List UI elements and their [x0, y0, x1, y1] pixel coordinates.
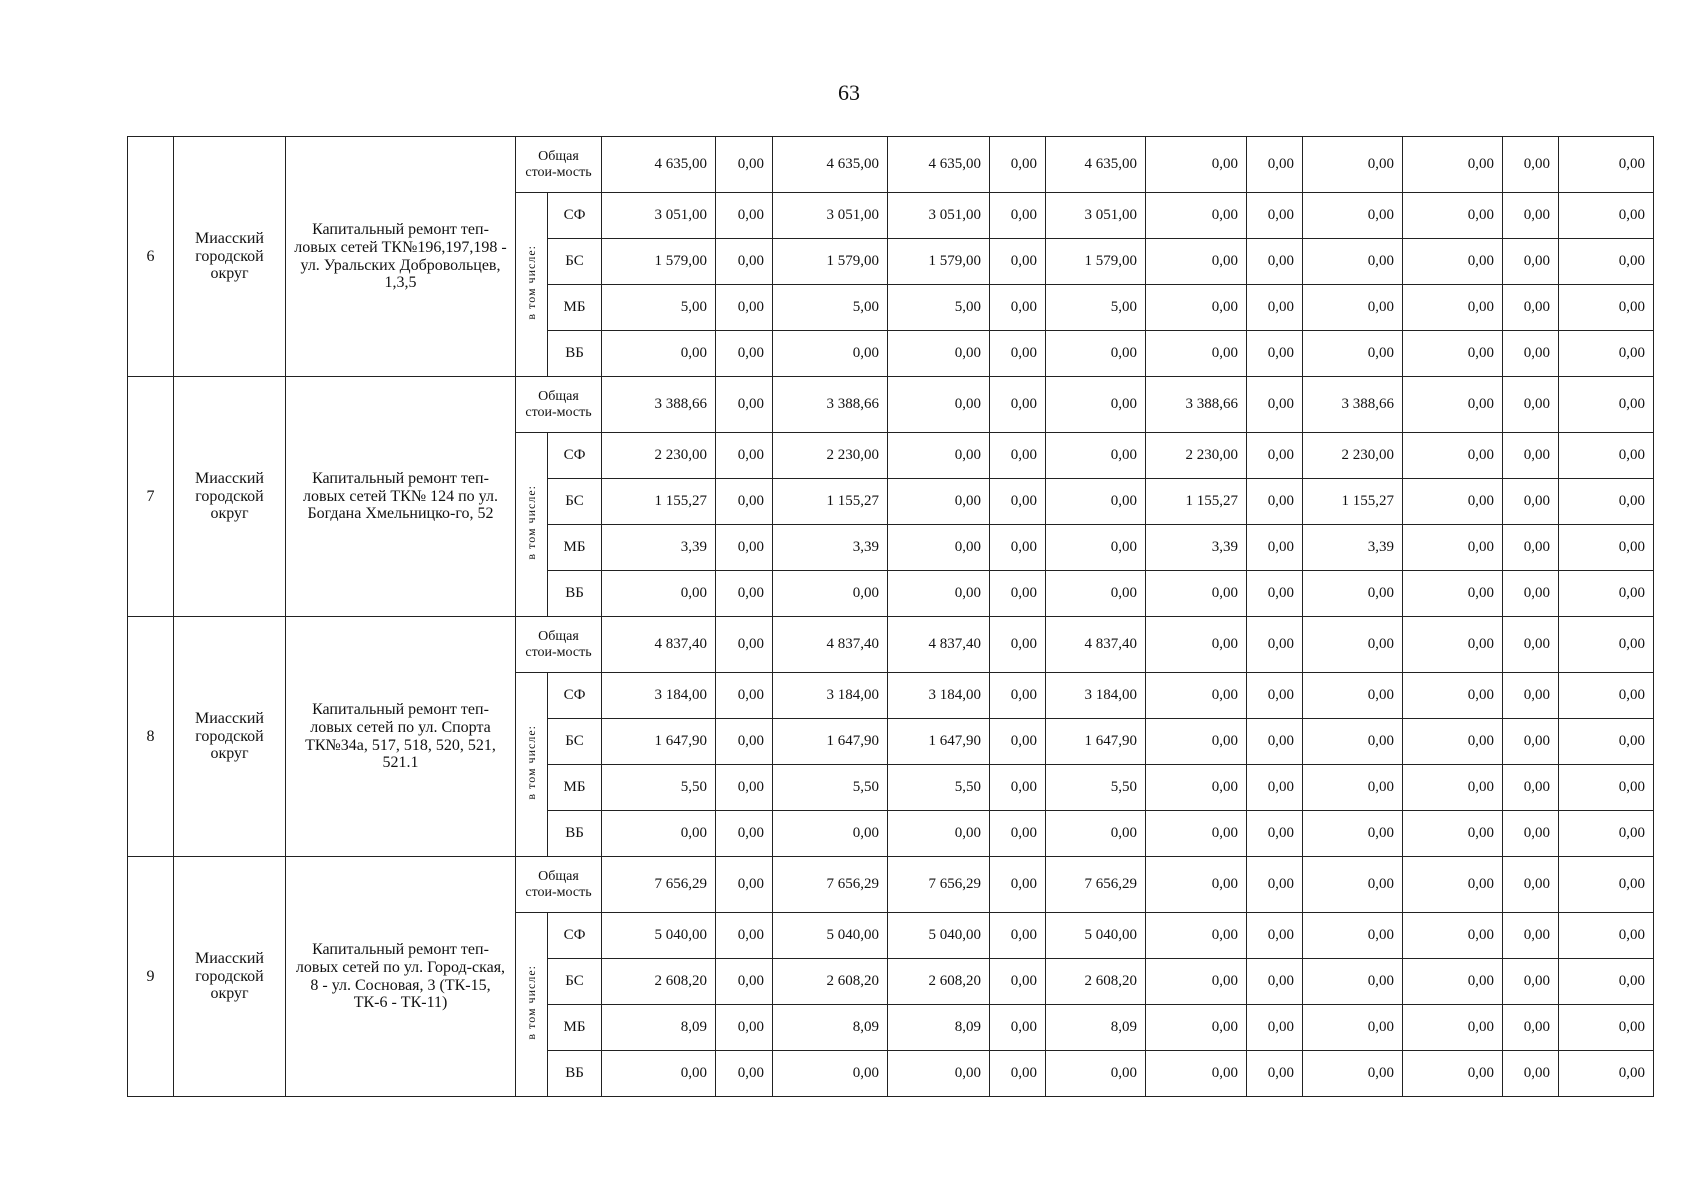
- value-cell: 3 184,00: [602, 673, 716, 719]
- value-cell: 0,00: [1403, 811, 1503, 857]
- value-cell: 0,00: [716, 857, 773, 913]
- including-label-cell: [516, 913, 548, 1097]
- value-cell: 0,00: [1403, 959, 1503, 1005]
- value-cell: 0,00: [1503, 811, 1559, 857]
- value-cell: 0,00: [1046, 433, 1146, 479]
- value-cell: 0,00: [990, 525, 1046, 571]
- value-cell: 0,00: [990, 1051, 1046, 1097]
- value-cell: 0,00: [990, 571, 1046, 617]
- value-cell: 0,00: [1247, 433, 1303, 479]
- value-cell: 0,00: [1403, 1005, 1503, 1051]
- value-cell: 0,00: [1146, 571, 1247, 617]
- value-cell: 0,00: [1559, 525, 1654, 571]
- value-cell: 4 837,40: [1046, 617, 1146, 673]
- value-cell: 0,00: [1559, 239, 1654, 285]
- value-cell: 0,00: [1403, 617, 1503, 673]
- value-cell: 0,00: [990, 377, 1046, 433]
- value-cell: 0,00: [1559, 479, 1654, 525]
- fund-label: СФ: [548, 193, 602, 239]
- value-cell: 0,00: [1559, 617, 1654, 673]
- value-cell: 0,00: [1559, 1051, 1654, 1097]
- including-label: в том числе:: [523, 244, 538, 320]
- value-cell: 0,00: [1303, 857, 1403, 913]
- value-cell: 5,50: [888, 765, 990, 811]
- value-cell: 0,00: [888, 525, 990, 571]
- value-cell: 1 155,27: [1303, 479, 1403, 525]
- fund-label: БС: [548, 479, 602, 525]
- value-cell: 5,00: [888, 285, 990, 331]
- fund-label: МБ: [548, 285, 602, 331]
- value-cell: 0,00: [716, 959, 773, 1005]
- value-cell: 0,00: [1559, 765, 1654, 811]
- value-cell: 0,00: [716, 719, 773, 765]
- value-cell: 0,00: [1403, 857, 1503, 913]
- value-cell: 0,00: [1146, 765, 1247, 811]
- fund-label: МБ: [548, 765, 602, 811]
- value-cell: 0,00: [1247, 525, 1303, 571]
- value-cell: 0,00: [716, 285, 773, 331]
- value-cell: 0,00: [1146, 857, 1247, 913]
- value-cell: 0,00: [1559, 857, 1654, 913]
- value-cell: 0,00: [1303, 617, 1403, 673]
- value-cell: 0,00: [1303, 239, 1403, 285]
- value-cell: 0,00: [1303, 673, 1403, 719]
- value-cell: 0,00: [1559, 377, 1654, 433]
- value-cell: 0,00: [1503, 1005, 1559, 1051]
- value-cell: 0,00: [1503, 525, 1559, 571]
- value-cell: 0,00: [1247, 673, 1303, 719]
- fund-label: ВБ: [548, 571, 602, 617]
- value-cell: 0,00: [1403, 525, 1503, 571]
- value-cell: 0,00: [716, 525, 773, 571]
- value-cell: 0,00: [773, 571, 888, 617]
- value-cell: 0,00: [990, 857, 1046, 913]
- value-cell: 8,09: [773, 1005, 888, 1051]
- value-cell: 0,00: [1503, 765, 1559, 811]
- value-cell: 0,00: [1046, 377, 1146, 433]
- value-cell: 5 040,00: [773, 913, 888, 959]
- value-cell: 0,00: [888, 1051, 990, 1097]
- value-cell: 0,00: [716, 765, 773, 811]
- value-cell: 3 388,66: [1146, 377, 1247, 433]
- value-cell: 0,00: [1559, 571, 1654, 617]
- value-cell: 1 579,00: [773, 239, 888, 285]
- value-cell: 0,00: [1247, 331, 1303, 377]
- value-cell: 0,00: [1303, 285, 1403, 331]
- value-cell: 0,00: [1503, 673, 1559, 719]
- municipality: Миасский городской округ: [174, 617, 286, 857]
- budget-table: [127, 136, 1654, 1097]
- value-cell: 0,00: [602, 811, 716, 857]
- value-cell: 0,00: [990, 331, 1046, 377]
- value-cell: 0,00: [1503, 193, 1559, 239]
- value-cell: 0,00: [1303, 331, 1403, 377]
- value-cell: 0,00: [1559, 1005, 1654, 1051]
- value-cell: 0,00: [1403, 673, 1503, 719]
- fund-label: БС: [548, 719, 602, 765]
- value-cell: 3 184,00: [1046, 673, 1146, 719]
- value-cell: 0,00: [716, 479, 773, 525]
- including-label-cell: [516, 673, 548, 857]
- value-cell: 0,00: [773, 811, 888, 857]
- fund-label: СФ: [548, 913, 602, 959]
- fund-label: ВБ: [548, 1051, 602, 1097]
- value-cell: 0,00: [1247, 137, 1303, 193]
- value-cell: 1 647,90: [773, 719, 888, 765]
- project-description: Капитальный ремонт теп-ловых сетей ТК№ 124 по ул. Богдана Хмельницко-го, 52: [286, 377, 516, 617]
- value-cell: 4 837,40: [773, 617, 888, 673]
- value-cell: 0,00: [1403, 433, 1503, 479]
- table-row-total: [128, 137, 1654, 193]
- value-cell: 0,00: [1559, 959, 1654, 1005]
- value-cell: 0,00: [716, 239, 773, 285]
- value-cell: 1 579,00: [1046, 239, 1146, 285]
- total-cost-label: Общая стои-мость: [516, 617, 602, 673]
- row-index: 9: [128, 857, 174, 1097]
- value-cell: 0,00: [716, 433, 773, 479]
- value-cell: 0,00: [1559, 331, 1654, 377]
- value-cell: 0,00: [602, 331, 716, 377]
- value-cell: 0,00: [1146, 1005, 1247, 1051]
- value-cell: 1 155,27: [602, 479, 716, 525]
- value-cell: 0,00: [773, 331, 888, 377]
- value-cell: 0,00: [1247, 193, 1303, 239]
- value-cell: 3 051,00: [888, 193, 990, 239]
- value-cell: 0,00: [888, 571, 990, 617]
- value-cell: 8,09: [602, 1005, 716, 1051]
- value-cell: 4 635,00: [888, 137, 990, 193]
- value-cell: 0,00: [1503, 433, 1559, 479]
- value-cell: 0,00: [1503, 617, 1559, 673]
- value-cell: 0,00: [990, 959, 1046, 1005]
- value-cell: 4 635,00: [773, 137, 888, 193]
- value-cell: 0,00: [1247, 719, 1303, 765]
- row-index: 8: [128, 617, 174, 857]
- value-cell: 3 051,00: [602, 193, 716, 239]
- value-cell: 0,00: [1403, 1051, 1503, 1097]
- value-cell: 2 608,20: [602, 959, 716, 1005]
- value-cell: 1 647,90: [888, 719, 990, 765]
- value-cell: 0,00: [990, 137, 1046, 193]
- value-cell: 5,50: [602, 765, 716, 811]
- table-body: [128, 137, 1654, 1097]
- table-row-total: [128, 617, 1654, 673]
- value-cell: 2 608,20: [888, 959, 990, 1005]
- value-cell: 3 388,66: [1303, 377, 1403, 433]
- value-cell: 0,00: [1403, 913, 1503, 959]
- value-cell: 1 155,27: [1146, 479, 1247, 525]
- value-cell: 0,00: [1046, 331, 1146, 377]
- value-cell: 0,00: [716, 331, 773, 377]
- value-cell: 0,00: [1503, 571, 1559, 617]
- value-cell: 0,00: [1403, 331, 1503, 377]
- value-cell: 2 608,20: [1046, 959, 1146, 1005]
- value-cell: 0,00: [1559, 285, 1654, 331]
- value-cell: 0,00: [1247, 377, 1303, 433]
- value-cell: 0,00: [1303, 1005, 1403, 1051]
- value-cell: 0,00: [1146, 719, 1247, 765]
- value-cell: 5 040,00: [1046, 913, 1146, 959]
- value-cell: 0,00: [990, 765, 1046, 811]
- value-cell: 7 656,29: [888, 857, 990, 913]
- value-cell: 0,00: [888, 811, 990, 857]
- value-cell: 0,00: [1247, 765, 1303, 811]
- value-cell: 0,00: [1146, 137, 1247, 193]
- value-cell: 0,00: [1559, 193, 1654, 239]
- value-cell: 3,39: [1303, 525, 1403, 571]
- value-cell: 5,00: [602, 285, 716, 331]
- including-label: в том числе:: [523, 484, 538, 560]
- project-description: Капитальный ремонт теп-ловых сетей по ул. Город-ская, 8 - ул. Сосновая, 3 (ТК-15, ТК-6 - ТК-11): [286, 857, 516, 1097]
- value-cell: 0,00: [1503, 331, 1559, 377]
- municipality: Миасский городской округ: [174, 857, 286, 1097]
- value-cell: 0,00: [1247, 239, 1303, 285]
- value-cell: 2 230,00: [1146, 433, 1247, 479]
- value-cell: 0,00: [1503, 959, 1559, 1005]
- value-cell: 0,00: [1146, 959, 1247, 1005]
- value-cell: 0,00: [990, 913, 1046, 959]
- value-cell: 0,00: [1303, 765, 1403, 811]
- value-cell: 0,00: [1503, 913, 1559, 959]
- fund-label: БС: [548, 239, 602, 285]
- value-cell: 1 579,00: [888, 239, 990, 285]
- value-cell: 0,00: [1403, 479, 1503, 525]
- value-cell: 3 051,00: [773, 193, 888, 239]
- value-cell: 0,00: [1403, 193, 1503, 239]
- value-cell: 1 579,00: [602, 239, 716, 285]
- value-cell: 0,00: [1403, 719, 1503, 765]
- fund-label: МБ: [548, 525, 602, 571]
- value-cell: 0,00: [888, 433, 990, 479]
- project-description: Капитальный ремонт теп-ловых сетей по ул. Спорта ТК№34а, 517, 518, 520, 521, 521.1: [286, 617, 516, 857]
- value-cell: 0,00: [1403, 239, 1503, 285]
- value-cell: 0,00: [990, 719, 1046, 765]
- value-cell: 4 837,40: [602, 617, 716, 673]
- value-cell: 0,00: [1146, 811, 1247, 857]
- value-cell: 0,00: [1559, 719, 1654, 765]
- value-cell: 7 656,29: [602, 857, 716, 913]
- value-cell: 0,00: [1046, 1051, 1146, 1097]
- value-cell: 0,00: [1146, 285, 1247, 331]
- value-cell: 7 656,29: [773, 857, 888, 913]
- fund-label: ВБ: [548, 331, 602, 377]
- value-cell: 0,00: [1559, 433, 1654, 479]
- value-cell: 0,00: [1503, 479, 1559, 525]
- including-label: в том числе:: [523, 724, 538, 800]
- value-cell: 0,00: [716, 1051, 773, 1097]
- value-cell: 2 608,20: [773, 959, 888, 1005]
- value-cell: 1 647,90: [1046, 719, 1146, 765]
- table-row-total: [128, 857, 1654, 913]
- value-cell: 5 040,00: [602, 913, 716, 959]
- value-cell: 0,00: [1247, 1005, 1303, 1051]
- value-cell: 1 647,90: [602, 719, 716, 765]
- value-cell: 0,00: [1303, 959, 1403, 1005]
- value-cell: 0,00: [1303, 719, 1403, 765]
- value-cell: 0,00: [990, 1005, 1046, 1051]
- value-cell: 0,00: [1046, 525, 1146, 571]
- value-cell: 0,00: [1503, 285, 1559, 331]
- including-label: в том числе:: [523, 964, 538, 1040]
- total-cost-label: Общая стои-мость: [516, 857, 602, 913]
- value-cell: 0,00: [1146, 673, 1247, 719]
- value-cell: 0,00: [1146, 193, 1247, 239]
- value-cell: 0,00: [1247, 913, 1303, 959]
- value-cell: 0,00: [1247, 571, 1303, 617]
- value-cell: 5 040,00: [888, 913, 990, 959]
- value-cell: 0,00: [1403, 377, 1503, 433]
- value-cell: 0,00: [716, 673, 773, 719]
- value-cell: 0,00: [773, 1051, 888, 1097]
- value-cell: 5,00: [1046, 285, 1146, 331]
- including-label-cell: [516, 433, 548, 617]
- value-cell: 3 184,00: [888, 673, 990, 719]
- municipality: Миасский городской округ: [174, 137, 286, 377]
- value-cell: 0,00: [1503, 1051, 1559, 1097]
- value-cell: 0,00: [990, 811, 1046, 857]
- value-cell: 0,00: [1403, 285, 1503, 331]
- value-cell: 0,00: [1403, 571, 1503, 617]
- table-row-total: [128, 377, 1654, 433]
- value-cell: 3 051,00: [1046, 193, 1146, 239]
- value-cell: 0,00: [1247, 811, 1303, 857]
- value-cell: 0,00: [1303, 913, 1403, 959]
- value-cell: 3 388,66: [602, 377, 716, 433]
- value-cell: 5,00: [773, 285, 888, 331]
- value-cell: 8,09: [888, 1005, 990, 1051]
- including-label-cell: [516, 193, 548, 377]
- value-cell: 0,00: [716, 571, 773, 617]
- value-cell: 0,00: [1503, 137, 1559, 193]
- value-cell: 0,00: [990, 617, 1046, 673]
- fund-label: БС: [548, 959, 602, 1005]
- value-cell: 0,00: [1559, 913, 1654, 959]
- total-cost-label: Общая стои-мость: [516, 137, 602, 193]
- value-cell: 0,00: [1146, 239, 1247, 285]
- value-cell: 0,00: [1146, 331, 1247, 377]
- value-cell: 0,00: [888, 479, 990, 525]
- value-cell: 0,00: [1303, 137, 1403, 193]
- page-number: 63: [838, 80, 860, 105]
- value-cell: 0,00: [716, 811, 773, 857]
- value-cell: 2 230,00: [1303, 433, 1403, 479]
- value-cell: 4 635,00: [602, 137, 716, 193]
- value-cell: 0,00: [1146, 913, 1247, 959]
- value-cell: 3,39: [773, 525, 888, 571]
- value-cell: 0,00: [1046, 479, 1146, 525]
- value-cell: 0,00: [990, 433, 1046, 479]
- value-cell: 3,39: [602, 525, 716, 571]
- value-cell: 0,00: [888, 331, 990, 377]
- value-cell: 2 230,00: [602, 433, 716, 479]
- value-cell: 0,00: [1303, 1051, 1403, 1097]
- value-cell: 0,00: [1046, 811, 1146, 857]
- value-cell: 0,00: [602, 571, 716, 617]
- value-cell: 0,00: [1146, 617, 1247, 673]
- value-cell: 0,00: [1247, 959, 1303, 1005]
- value-cell: 8,09: [1046, 1005, 1146, 1051]
- value-cell: 0,00: [1247, 1051, 1303, 1097]
- fund-label: СФ: [548, 433, 602, 479]
- value-cell: 0,00: [1503, 239, 1559, 285]
- value-cell: 0,00: [716, 377, 773, 433]
- value-cell: 0,00: [1303, 571, 1403, 617]
- value-cell: 4 837,40: [888, 617, 990, 673]
- value-cell: 0,00: [1146, 1051, 1247, 1097]
- value-cell: 0,00: [1303, 193, 1403, 239]
- value-cell: 0,00: [716, 913, 773, 959]
- value-cell: 3,39: [1146, 525, 1247, 571]
- value-cell: 0,00: [1247, 617, 1303, 673]
- row-index: 6: [128, 137, 174, 377]
- value-cell: 5,50: [1046, 765, 1146, 811]
- value-cell: 7 656,29: [1046, 857, 1146, 913]
- value-cell: 0,00: [1247, 479, 1303, 525]
- value-cell: 0,00: [716, 617, 773, 673]
- value-cell: 0,00: [1247, 285, 1303, 331]
- value-cell: 0,00: [1559, 673, 1654, 719]
- value-cell: 0,00: [1559, 137, 1654, 193]
- fund-label: МБ: [548, 1005, 602, 1051]
- row-index: 7: [128, 377, 174, 617]
- value-cell: 0,00: [990, 479, 1046, 525]
- value-cell: 0,00: [1403, 765, 1503, 811]
- value-cell: 3 388,66: [773, 377, 888, 433]
- value-cell: 0,00: [990, 239, 1046, 285]
- value-cell: 0,00: [888, 377, 990, 433]
- value-cell: 0,00: [990, 673, 1046, 719]
- municipality: Миасский городской округ: [174, 377, 286, 617]
- value-cell: 0,00: [1247, 857, 1303, 913]
- value-cell: 0,00: [1046, 571, 1146, 617]
- value-cell: 5,50: [773, 765, 888, 811]
- value-cell: 2 230,00: [773, 433, 888, 479]
- value-cell: 0,00: [1503, 857, 1559, 913]
- value-cell: 0,00: [990, 285, 1046, 331]
- value-cell: 0,00: [1503, 377, 1559, 433]
- total-cost-label: Общая стои-мость: [516, 377, 602, 433]
- value-cell: 1 155,27: [773, 479, 888, 525]
- value-cell: 0,00: [716, 193, 773, 239]
- value-cell: 3 184,00: [773, 673, 888, 719]
- value-cell: 0,00: [716, 1005, 773, 1051]
- project-description: Капитальный ремонт теп-ловых сетей ТК№196,197,198 - ул. Уральских Добровольцев, 1,3,5: [286, 137, 516, 377]
- fund-label: СФ: [548, 673, 602, 719]
- value-cell: 0,00: [602, 1051, 716, 1097]
- value-cell: 0,00: [1303, 811, 1403, 857]
- value-cell: 4 635,00: [1046, 137, 1146, 193]
- fund-label: ВБ: [548, 811, 602, 857]
- value-cell: 0,00: [1559, 811, 1654, 857]
- value-cell: 0,00: [1503, 719, 1559, 765]
- value-cell: 0,00: [990, 193, 1046, 239]
- value-cell: 0,00: [1403, 137, 1503, 193]
- value-cell: 0,00: [716, 137, 773, 193]
